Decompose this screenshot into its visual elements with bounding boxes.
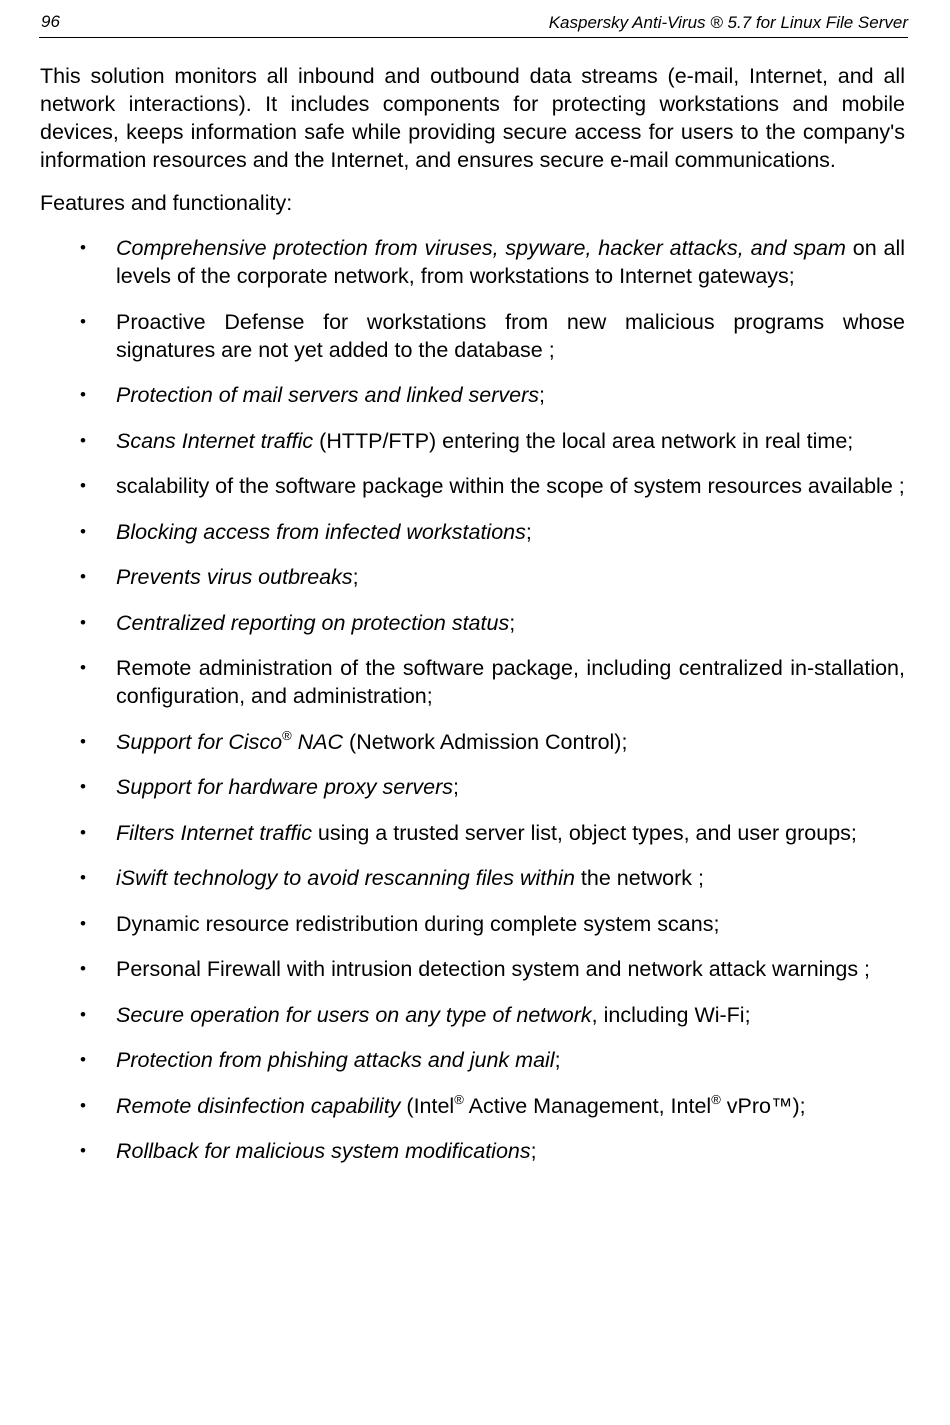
- bullet-icon: •: [80, 311, 86, 331]
- feature-item: [40, 819, 905, 847]
- feature-item: [40, 381, 905, 409]
- feature-italic-text: Support for hardware proxy servers: [116, 775, 453, 799]
- running-title: Kaspersky Anti-Virus ® 5.7 for Linux File Server: [548, 13, 908, 32]
- feature-text: ;: [509, 610, 516, 635]
- feature-item: [40, 1137, 905, 1165]
- feature-item: [40, 1092, 905, 1120]
- feature-text: Personal Firewall with intrusion detection system and network attack warnings ;: [116, 957, 871, 981]
- bullet-icon: •: [80, 612, 86, 632]
- page-header: [39, 10, 908, 38]
- feature-italic-text: iSwift technology to avoid rescanning files within: [116, 866, 575, 890]
- feature-italic-text: Comprehensive protection from viruses, spyware, hacker attacks, and spam: [116, 236, 846, 260]
- bullet-icon: •: [80, 1004, 86, 1024]
- feature-text: ;: [525, 519, 532, 544]
- bullet-icon: •: [80, 1095, 86, 1115]
- bullet-icon: •: [80, 521, 86, 541]
- feature-text: , including Wi-Fi;: [591, 1002, 751, 1027]
- feature-italic-text: Centralized reporting on protection status: [116, 610, 510, 635]
- feature-text: (HTTP/FTP) entering the local area network in real time;: [313, 428, 854, 453]
- bullet-icon: •: [80, 913, 86, 933]
- feature-text: using a trusted server list, object types, and user groups;: [311, 820, 857, 845]
- feature-item: [40, 472, 905, 500]
- feature-italic-text: Scans Internet traffic: [116, 428, 314, 453]
- bullet-icon: •: [80, 822, 86, 842]
- feature-item: [40, 427, 905, 455]
- feature-item: [40, 728, 905, 756]
- bullet-icon: •: [80, 567, 86, 586]
- feature-item: [40, 1046, 905, 1074]
- feature-item: [40, 518, 905, 546]
- bullet-icon: •: [80, 1141, 86, 1160]
- feature-text: on all levels of the corporate network, from workstations to Internet gateways;: [116, 236, 905, 288]
- bullet-icon: •: [80, 1050, 86, 1069]
- bullet-icon: •: [80, 777, 86, 796]
- feature-italic-text: NAC: [291, 729, 344, 754]
- registered-mark: ®: [711, 1091, 721, 1107]
- feature-text: the network ;: [574, 866, 704, 890]
- feature-italic-text: Support for Cisco: [116, 729, 283, 754]
- page-body: [40, 62, 905, 1183]
- feature-text: ;: [554, 1048, 561, 1072]
- feature-text: Dynamic resource redistribution during complete system scans;: [116, 911, 720, 936]
- bullet-icon: •: [80, 476, 86, 495]
- bullet-icon: •: [80, 238, 86, 257]
- bullet-icon: •: [80, 430, 86, 450]
- intro-paragraph: This solution monitors all inbound and outbound data streams (e-mail, Internet, and all network interactions). It includes components for protecting workstations and mobile devices, keeps information safe while providing secure access for users to the company's information resources and the Internet, and ensures secure e-mail communications.: [40, 64, 905, 172]
- feature-text: scalability of the software package within the scope of system resources available ;: [116, 474, 905, 498]
- feature-item: [40, 864, 905, 892]
- feature-item: [40, 563, 905, 591]
- feature-item: [40, 955, 905, 983]
- feature-italic-text: Prevents virus outbreaks: [116, 565, 353, 589]
- feature-text: (Network Admission Control);: [343, 729, 628, 754]
- feature-text: Proactive Defense for workstations from new malicious programs whose signatures are not yet added to the database ;: [116, 309, 905, 362]
- feature-italic-text: Rollback for malicious system modifications: [116, 1139, 531, 1163]
- feature-italic-text: Protection of mail servers and linked servers: [116, 383, 540, 407]
- feature-item: [40, 654, 905, 710]
- feature-text: (Intel: [400, 1093, 455, 1118]
- feature-text: Remote administration of the software package, including centralized in-stallation, configuration, and administration;: [116, 656, 905, 708]
- feature-italic-text: Protection from phishing attacks and junk mail: [116, 1048, 555, 1072]
- features-list: [40, 234, 905, 1165]
- feature-italic-text: Remote disinfection capability: [116, 1093, 401, 1118]
- feature-text: vPro™);: [720, 1093, 806, 1118]
- feature-text: ;: [530, 1139, 537, 1163]
- feature-item: [40, 609, 905, 637]
- feature-italic-text: Filters Internet traffic: [116, 820, 312, 845]
- bullet-icon: •: [80, 731, 86, 751]
- bullet-icon: •: [80, 959, 86, 978]
- feature-item: [40, 773, 905, 801]
- page-number: 96: [41, 12, 60, 31]
- feature-item: [40, 910, 905, 938]
- bullet-icon: •: [80, 385, 86, 404]
- feature-italic-text: Secure operation for users on any type of network: [116, 1002, 592, 1027]
- feature-text: ;: [452, 775, 459, 799]
- bullet-icon: •: [80, 868, 86, 887]
- feature-italic-text: Blocking access from infected workstations: [116, 519, 526, 544]
- feature-item: [40, 234, 905, 290]
- feature-item: [40, 1001, 905, 1029]
- features-heading: Features and functionality:: [40, 191, 293, 215]
- registered-mark: ®: [282, 727, 292, 743]
- feature-text: Active Management, Intel: [463, 1093, 712, 1118]
- bullet-icon: •: [80, 658, 86, 677]
- feature-text: ;: [539, 383, 545, 407]
- feature-text: ;: [352, 565, 359, 589]
- feature-item: [40, 308, 905, 364]
- registered-mark: ®: [454, 1091, 464, 1107]
